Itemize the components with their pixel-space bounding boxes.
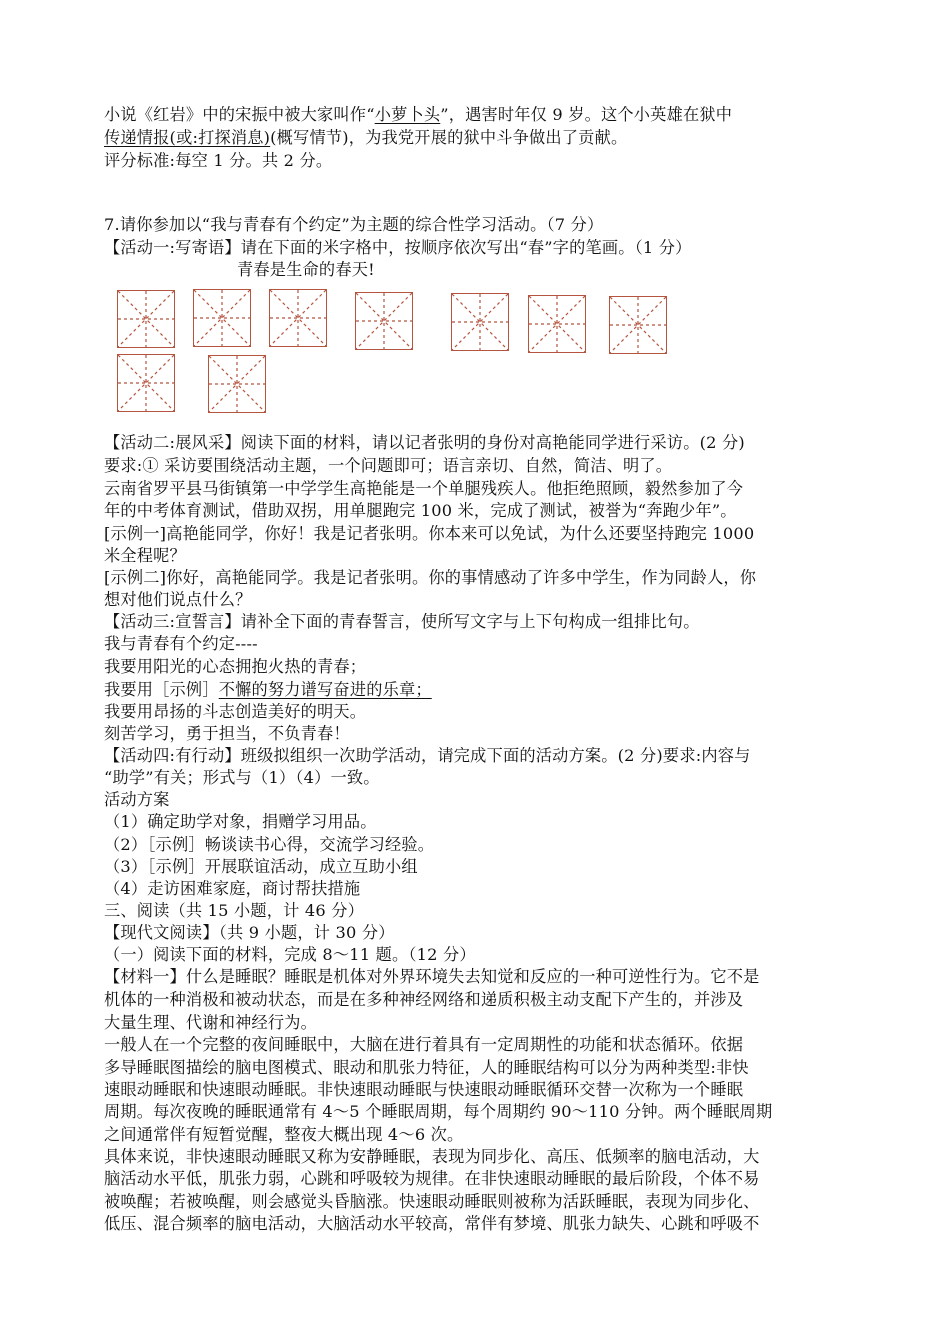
passage-line: 多导睡眠图描绘的脑电图模式、眼动和肌张力特征，人的睡眠结构可以分为两种类型:非快	[104, 1058, 749, 1077]
passage-line: 【材料一】什么是睡眠？睡眠是机体对外界环境失去知觉和反应的一种可逆性行为。它不是	[104, 967, 760, 986]
passage-line: 速眼动睡眠和快速眼动睡眠。非快速眼动睡眠与快速眼动睡眠循环交替一次称为一个睡眠	[104, 1080, 744, 1099]
mi-grid-guides	[118, 291, 174, 347]
writing-grid-2[interactable]	[193, 289, 251, 347]
answer-blank-2: 传递情报(或:打探消息)	[104, 128, 271, 147]
activity-4-heading: 【活动四:有行动】班级拟组织一次助学活动，请完成下面的活动方案。(2 分)要求:内容与	[104, 746, 751, 765]
writing-grid-4[interactable]	[355, 292, 413, 350]
novel-text: ”，遇害时年仅 9 岁。这个小英雄在狱中	[440, 105, 733, 124]
mi-grid-guides	[610, 297, 666, 353]
plan-item: （1）确定助学对象，捐赠学习用品。	[104, 812, 377, 831]
novel-text: 小说《红岩》中的宋振中被大家叫作“	[104, 105, 375, 124]
subsection-heading: 【现代文阅读】（共 9 小题，计 30 分）	[104, 923, 395, 942]
oath-line: 我要用昂扬的斗志创造美好的明天。	[104, 702, 367, 721]
writing-grid-5[interactable]	[451, 293, 509, 351]
oath-line: 我要用阳光的心态拥抱火热的青春；	[104, 657, 367, 676]
question-7-title: 7.请你参加以“我与青春有个约定”为主题的综合性学习活动。（7 分）	[104, 215, 604, 234]
activity-1-heading: 【活动一:写寄语】请在下面的米字格中，按顺序依次写出“春”字的笔画。（1 分）	[104, 238, 692, 257]
mi-grid-guides	[209, 356, 265, 412]
oath-text: 我要用［示例］	[104, 680, 219, 699]
mi-grid-guides	[118, 355, 174, 411]
activity-3-heading: 【活动三:宣誓言】请补全下面的青春誓言，使所写文字与上下句构成一组排比句。	[104, 612, 700, 631]
mi-grid-guides	[529, 296, 585, 352]
oath-line	[104, 679, 856, 701]
novel-line-1	[104, 104, 856, 126]
plan-item: （2）［示例］畅谈读书心得，交流学习经验。	[104, 835, 435, 854]
passage-line: 一般人在一个完整的夜间睡眠中，大脑在进行着具有一定周期性的功能和状态循环。依据	[104, 1035, 744, 1054]
novel-line-2	[104, 127, 856, 149]
material-line: 年的中考体育测试，借助双拐，用单腿跑完 100 米，完成了测试，被誉为“奔跑少年”。	[104, 501, 737, 520]
part-heading: （一）阅读下面的材料，完成 8～11 题。（12 分）	[104, 945, 476, 964]
passage-line: 脑活动水平低，肌张力弱，心跳和呼吸较为规律。在非快速眼动睡眠的最后阶段，个体不易	[104, 1169, 760, 1188]
example-2-line: [示例二]你好，高艳能同学。我是记者张明。你的事情感动了许多中学生，作为同龄人，你	[104, 568, 757, 587]
answer-blank-1: 小萝卜头	[374, 105, 441, 124]
activity-2-requirement: 要求:① 采访要围绕活动主题，一个问题即可；语言亲切、自然，简洁、明了。	[104, 456, 673, 475]
plan-title: 活动方案	[104, 790, 170, 809]
material-line: 云南省罗平县马街镇第一中学学生高艳能是一个单腿残疾人。他拒绝照顾，毅然参加了今	[104, 479, 744, 498]
example-1-line: [示例一]高艳能同学，你好！我是记者张明。你本来可以免试，为什么还要坚持跑完 1000	[104, 524, 755, 543]
mi-grid-guides	[270, 290, 326, 346]
writing-grid-7[interactable]	[609, 296, 667, 354]
writing-grid-6[interactable]	[528, 295, 586, 353]
writing-grid-9[interactable]	[208, 355, 266, 413]
slogan-text: 青春是生命的春天!	[237, 260, 375, 279]
passage-line: 低压、混合频率的脑电活动，大脑活动水平较高，常伴有梦境、肌张力缺失、心跳和呼吸不	[104, 1214, 760, 1233]
passage-line: 大量生理、代谢和神经行为。	[104, 1013, 318, 1032]
passage-line: 具体来说，非快速眼动睡眠又称为安静睡眠，表现为同步化、高压、低频率的脑电活动，大	[104, 1147, 760, 1166]
mi-grid-guides	[452, 294, 508, 350]
example-1-line: 米全程呢？	[104, 546, 186, 565]
activity-2-heading: 【活动二:展风采】阅读下面的材料，请以记者张明的身份对高艳能同学进行采访。(2 分)	[104, 433, 745, 452]
writing-grid-1[interactable]	[117, 290, 175, 348]
activity-4-heading: “助学”有关；形式与（1）（4）一致。	[104, 768, 380, 787]
example-2-line: 想对他们说点什么？	[104, 590, 252, 609]
writing-grid-3[interactable]	[269, 289, 327, 347]
passage-line: 之间通常伴有短暂觉醒，整夜大概出现 4～6 次。	[104, 1125, 464, 1144]
plan-item: （4）走访困难家庭，商讨帮扶措施	[104, 879, 361, 898]
mi-grid-guides	[194, 290, 250, 346]
passage-line: 机体的一种消极和被动状态，而是在多种神经网络和递质积极主动支配下产生的，并涉及	[104, 990, 744, 1009]
novel-text: (概写情节)，为我党开展的狱中斗争做出了贡献。	[270, 128, 628, 147]
plan-item: （3）［示例］开展联谊活动，成立互助小组	[104, 857, 418, 876]
oath-answer-blank: 不懈的努力谱写奋进的乐章；	[218, 680, 432, 699]
mi-grid-guides	[356, 293, 412, 349]
section-heading: 三、阅读（共 15 小题，计 46 分）	[104, 901, 365, 920]
passage-line: 被唤醒；若被唤醒，则会感觉头昏脑涨。快速眼动睡眠则被称为活跃睡眠，表现为同步化、	[104, 1192, 760, 1211]
scoring-criteria: 评分标准:每空 1 分。共 2 分。	[104, 151, 333, 170]
oath-line: 我与青春有个约定----	[104, 634, 258, 653]
passage-line: 周期。每次夜晚的睡眠通常有 4～5 个睡眠周期，每个周期约 90～110 分钟。两个睡眠周期	[104, 1102, 773, 1121]
oath-line: 刻苦学习，勇于担当，不负青春！	[104, 724, 350, 743]
writing-grid-8[interactable]	[117, 354, 175, 412]
